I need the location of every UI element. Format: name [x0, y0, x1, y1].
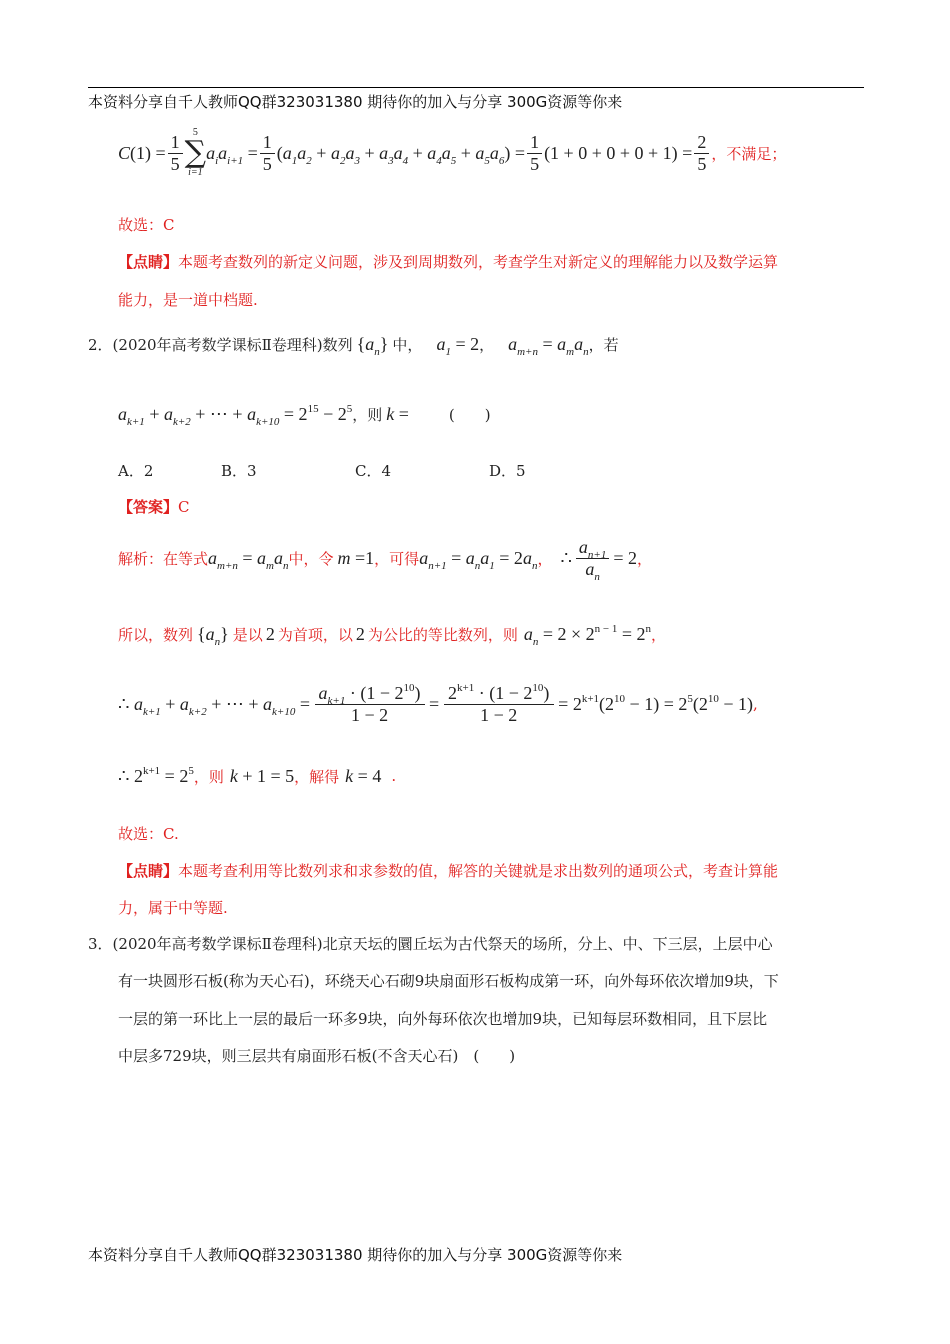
footer-text: 本资料分享自千人教师QQ群323031380 期待你的加入与分享 300G资源等你来 — [88, 1246, 623, 1264]
q3-line1: 3．(2020年高考数学课标Ⅱ卷理科)北京天坛的圜丘坛为古代祭天的场所，分上、中、下三层，上层中心 — [88, 935, 773, 953]
q1-comment-line1: 【点睛】本题考查数列的新定义问题，涉及到周期数列，考查学生对新定义的理解能力以及数学运算 — [118, 253, 779, 271]
header-text: 本资料分享自千人教师QQ群323031380 期待你的加入与分享 300G资源等你来 — [88, 93, 623, 111]
header-rule — [88, 87, 864, 88]
q2-option-d: D．5 — [489, 462, 526, 480]
q2-paren: ( ) — [448, 405, 491, 424]
q2-choice: 故选：C. — [118, 825, 179, 843]
q2-source: (2020年高考数学课标Ⅱ卷理科) — [112, 335, 323, 354]
q3-number: 3． — [88, 935, 113, 953]
q2-solution-line4: ∴ $2^{k+1} = 2^5$ ，则 k + 1 = 5 ，解得 k = 4 . — [118, 764, 397, 786]
q2-answer-tag: 【答案】 — [118, 498, 179, 516]
q2-solution-line2: 所以，数列 $\{a_n\}$ 是以 2 为首项，以 2 为公比的等比数列，则 $a_n$ = $2 \times 2^{n - 1} = 2^n$ ， — [118, 622, 667, 648]
q2-answer-value: C — [178, 498, 190, 516]
q2-option-b: B．3 — [221, 462, 257, 480]
q2-option-c: C．4 — [355, 462, 392, 480]
q2-number: 2． — [88, 335, 113, 354]
q2-option-a: A．2 — [118, 462, 154, 480]
q2-stem-line2: $a_{k+1}$ + $a_{k+2}$ + ⋯ + $a_{k+10}$ = $2^{15} - 2^5$ ，则 k = ( ) — [118, 402, 491, 428]
q2-comment-tag: 【点睛】 — [118, 862, 179, 880]
q3-line2: 有一块圆形石板(称为天心石)，环绕天心石砌9块扇面形石板构成第一环，向外每环依次增加9块，下 — [118, 972, 779, 990]
q2-comment-line2: 力，属于中等题. — [118, 899, 228, 917]
c1-formula: C (1) = $\frac{1}{5}$ 5 ∑ i=1 $a_ia_{i+1}$ = $\frac{1}{5}$ ( $a_1a_2$ + $a_2a_3$ + $a_3a_4$ + $a_4a_5$ + $a_5a_6$ ) = $\frac{1}{5}$ (1 + 0 + 0 + 0 + 1) = $\frac{2}{5}$ ，不满足； — [118, 127, 787, 178]
q3-line4: 中层多729块，则三层共有扇面形石板(不含天心石) ( ) — [118, 1047, 516, 1065]
q2-solution-line1: 解析：在等式 $a_{m+n}$ = $a_ma_n$ 中，令 m =1 ，可得 $a_{n+1}$ = $a_na_1$ = 2 $a_n$ ， ∴ $\frac{a_{n+1}}{a_n}$ = 2 ， — [118, 536, 653, 583]
q1-comment-tag: 【点睛】 — [118, 253, 179, 271]
q1-choice: 故选：C — [118, 216, 175, 234]
q2-answer — [118, 496, 190, 517]
q1-comment-line2: 能力，是一道中档题. — [118, 291, 258, 309]
q1-conclusion: ，不满足； — [711, 144, 787, 163]
q3-line3: 一层的第一环比上一层的最后一环多9块，向外每环依次也增加9块，已知每层环数相同，且下层比 — [118, 1010, 768, 1028]
q2-comment-line1: 【点睛】本题考查利用等比数列求和求参数的值，解答的关键就是求出数列的通项公式，考查计算能 — [118, 862, 779, 880]
q2-stem-line1: 2． (2020年高考数学课标Ⅱ卷理科) 数列 $\{a_n\}$ 中， $a_1$ = 2 ， $a_{m+n}$ = $a_ma_n$ ，若 — [88, 333, 619, 358]
q2-solution-line3: ∴ $a_{k+1}$ + $a_{k+2}$ + ⋯ + $a_{k+10}$ = $\frac{a_{k+1} \cdot (1 - 2^{10})}{1 - 2}$ = $\frac{2^{k+1} \cdot (1 - 2^{10})}{1 - 2}$ = $2^{k+1}(2^{10} - 1) = 2^5(2^{10} - 1)$ , — [118, 681, 758, 725]
